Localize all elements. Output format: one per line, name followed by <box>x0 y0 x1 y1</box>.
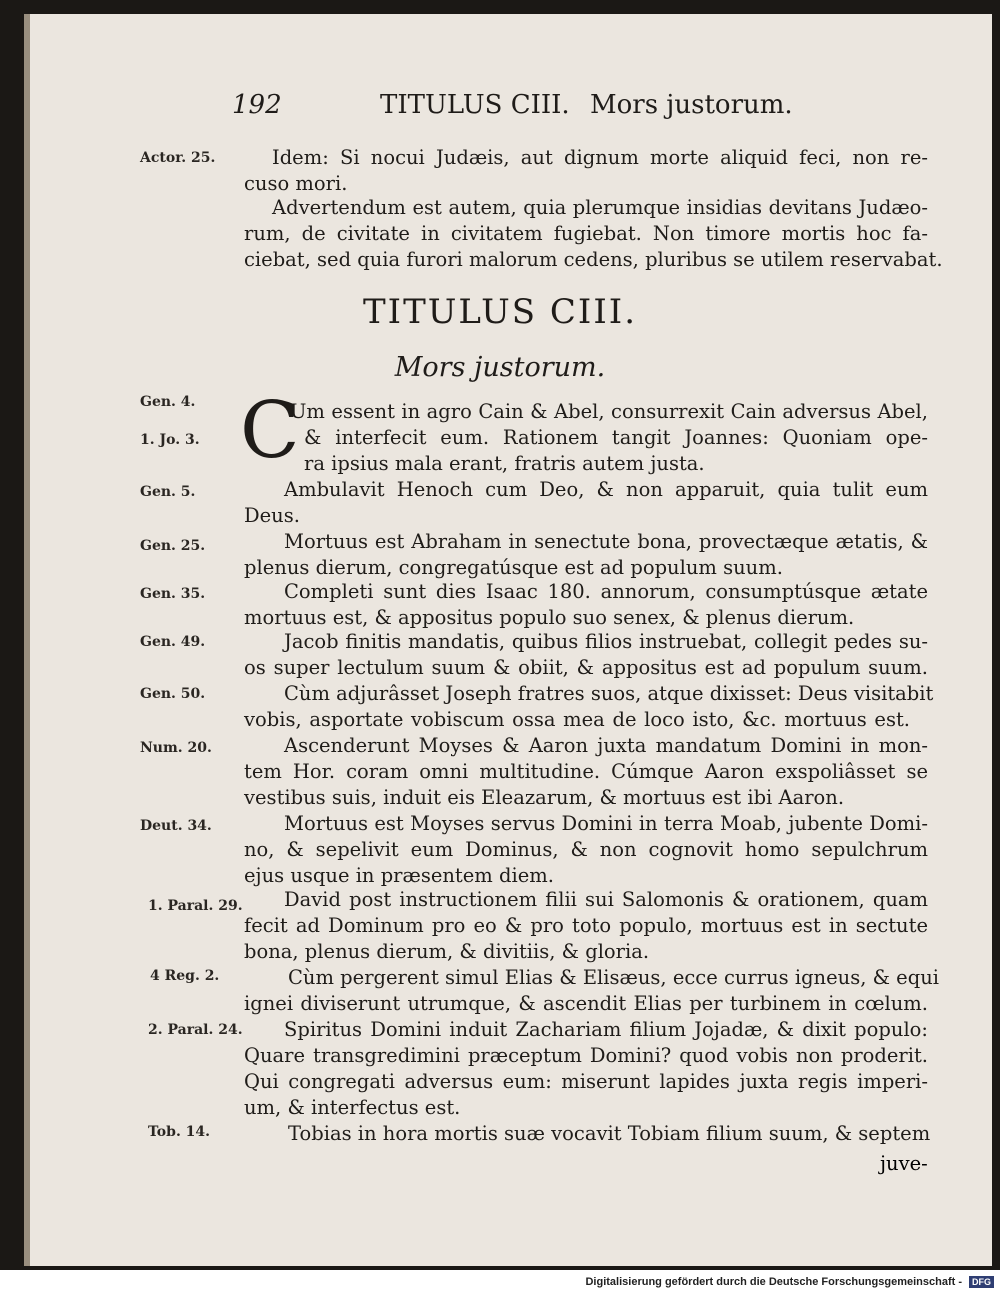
margin-ref: Gen. 50. <box>140 686 206 702</box>
margin-ref: 1. Paral. 29. <box>148 898 243 914</box>
text-line: Jacob finitis mandatis, quibus filios instruebat, collegit pedes su- <box>284 630 928 653</box>
margin-ref: 4 Reg. 2. <box>150 968 220 984</box>
drop-cap: C <box>240 386 300 476</box>
page-number: 192 <box>232 90 282 120</box>
text-line: Cùm adjurâsset Joseph fratres suos, atque dixisset: Deus visitabit <box>284 682 934 705</box>
footer-credit: Digitalisierung gefördert durch die Deutsche Forschungsgemeinschaft - <box>585 1276 962 1288</box>
margin-ref: Tob. 14. <box>148 1124 211 1140</box>
margin-ref: Num. 20. <box>140 740 212 756</box>
text-line: os super lectulum suum & obiit, & appositus est ad populum suum. <box>244 656 928 679</box>
catchword: juve- <box>880 1152 928 1175</box>
section-subtitle: Mors justorum. <box>394 352 606 383</box>
margin-ref: Gen. 25. <box>140 538 206 554</box>
text-line: Qui congregati adversus eum: miserunt lapides juxta regis imperi- <box>244 1070 928 1093</box>
footer-bar <box>0 1270 1000 1298</box>
text-line: vestibus suis, induit eis Eleazarum, & mortuus est ibi Aaron. <box>244 786 845 809</box>
margin-ref: Deut. 34. <box>140 818 212 834</box>
margin-ref: Gen. 35. <box>140 586 206 602</box>
text-line: David post instructionem filii sui Salomonis & orationem, quam <box>284 888 928 911</box>
text-line: fecit ad Dominum pro eo & pro toto populo, mortuus est in sectute <box>244 914 928 937</box>
text-line: Quare transgredimini præceptum Domini? quod vobis non proderit. <box>244 1044 928 1067</box>
text-line: Mortuus est Abraham in senectute bona, provectæque ætatis, & <box>284 530 928 553</box>
margin-ref: Actor. 25. <box>140 150 216 166</box>
text-line: no, & sepelivit eum Dominus, & non cognovit homo sepulchrum <box>244 838 928 861</box>
text-line: mortuus est, & appositus populo suo senex, & plenus dierum. <box>244 606 855 629</box>
text-line: ejus usque in præsentem diem. <box>244 864 554 887</box>
text-line: Cùm pergerent simul Elias & Elisæus, ecce currus igneus, & equi <box>288 966 939 989</box>
text-line: Spiritus Domini induit Zachariam filium Jojadæ, & dixit populo: <box>284 1018 928 1041</box>
text-line: vobis, asportate vobiscum ossa mea de loco isto, &c. mortuus est. <box>244 708 910 731</box>
text-line: ra ipsius mala erant, fratris autem justa. <box>304 452 705 475</box>
text-line: Completi sunt dies Isaac 180. annorum, consumptúsque ætate <box>284 580 928 603</box>
text-line: ignei diviserunt utrumque, & ascendit Elias per turbinem in cœlum. <box>244 992 928 1015</box>
dfg-logo: DFG <box>969 1276 994 1288</box>
text-line: ciebat, sed quia furori malorum cedens, pluribus se utilem reservabat. <box>244 248 943 271</box>
text-line: Ascenderunt Moyses & Aaron juxta mandatum Domini in mon- <box>284 734 928 757</box>
margin-ref: 1. Jo. 3. <box>140 432 200 448</box>
text-line: cuso mori. <box>244 172 348 195</box>
text-line: bona, plenus dierum, & divitiis, & gloria. <box>244 940 650 963</box>
text-line: Tobias in hora mortis suæ vocavit Tobiam filium suum, & septem <box>288 1122 931 1145</box>
text-line: Ambulavit Henoch cum Deo, & non apparuit, quia tulit eum <box>284 478 928 501</box>
margin-ref: Gen. 49. <box>140 634 206 650</box>
text-line: um, & interfectus est. <box>244 1096 461 1119</box>
text-line: & interfecit eum. Rationem tangit Joannes: Quoniam ope- <box>304 426 928 449</box>
margin-ref: 2. Paral. 24. <box>148 1022 243 1038</box>
running-title: TITULUS CIII. <box>380 90 570 120</box>
text-line: plenus dierum, congregatúsque est ad populum suum. <box>244 556 783 579</box>
text-line: tem Hor. coram omni multitudine. Cúmque Aaron exspoliâsset se <box>244 760 928 783</box>
running-subtitle: Mors justorum. <box>590 90 793 120</box>
margin-ref: Gen. 4. <box>140 394 196 410</box>
section-title: TITULUS CIII. <box>362 292 638 332</box>
text-line: Idem: Si nocui Judæis, aut dignum morte aliquid feci, non re- <box>272 146 928 169</box>
text-line: Mortuus est Moyses servus Domini in terra Moab, jubente Domi- <box>284 812 928 835</box>
text-line: Um essent in agro Cain & Abel, consurrexit Cain adversus Abel, <box>290 400 928 423</box>
margin-ref: Gen. 5. <box>140 484 196 500</box>
text-line: Deus. <box>244 504 300 527</box>
text-line: Advertendum est autem, quia plerumque insidias devitans Judæo- <box>272 196 928 219</box>
text-line: rum, de civitate in civitatem fugiebat. Non timore mortis hoc fa- <box>244 222 928 245</box>
